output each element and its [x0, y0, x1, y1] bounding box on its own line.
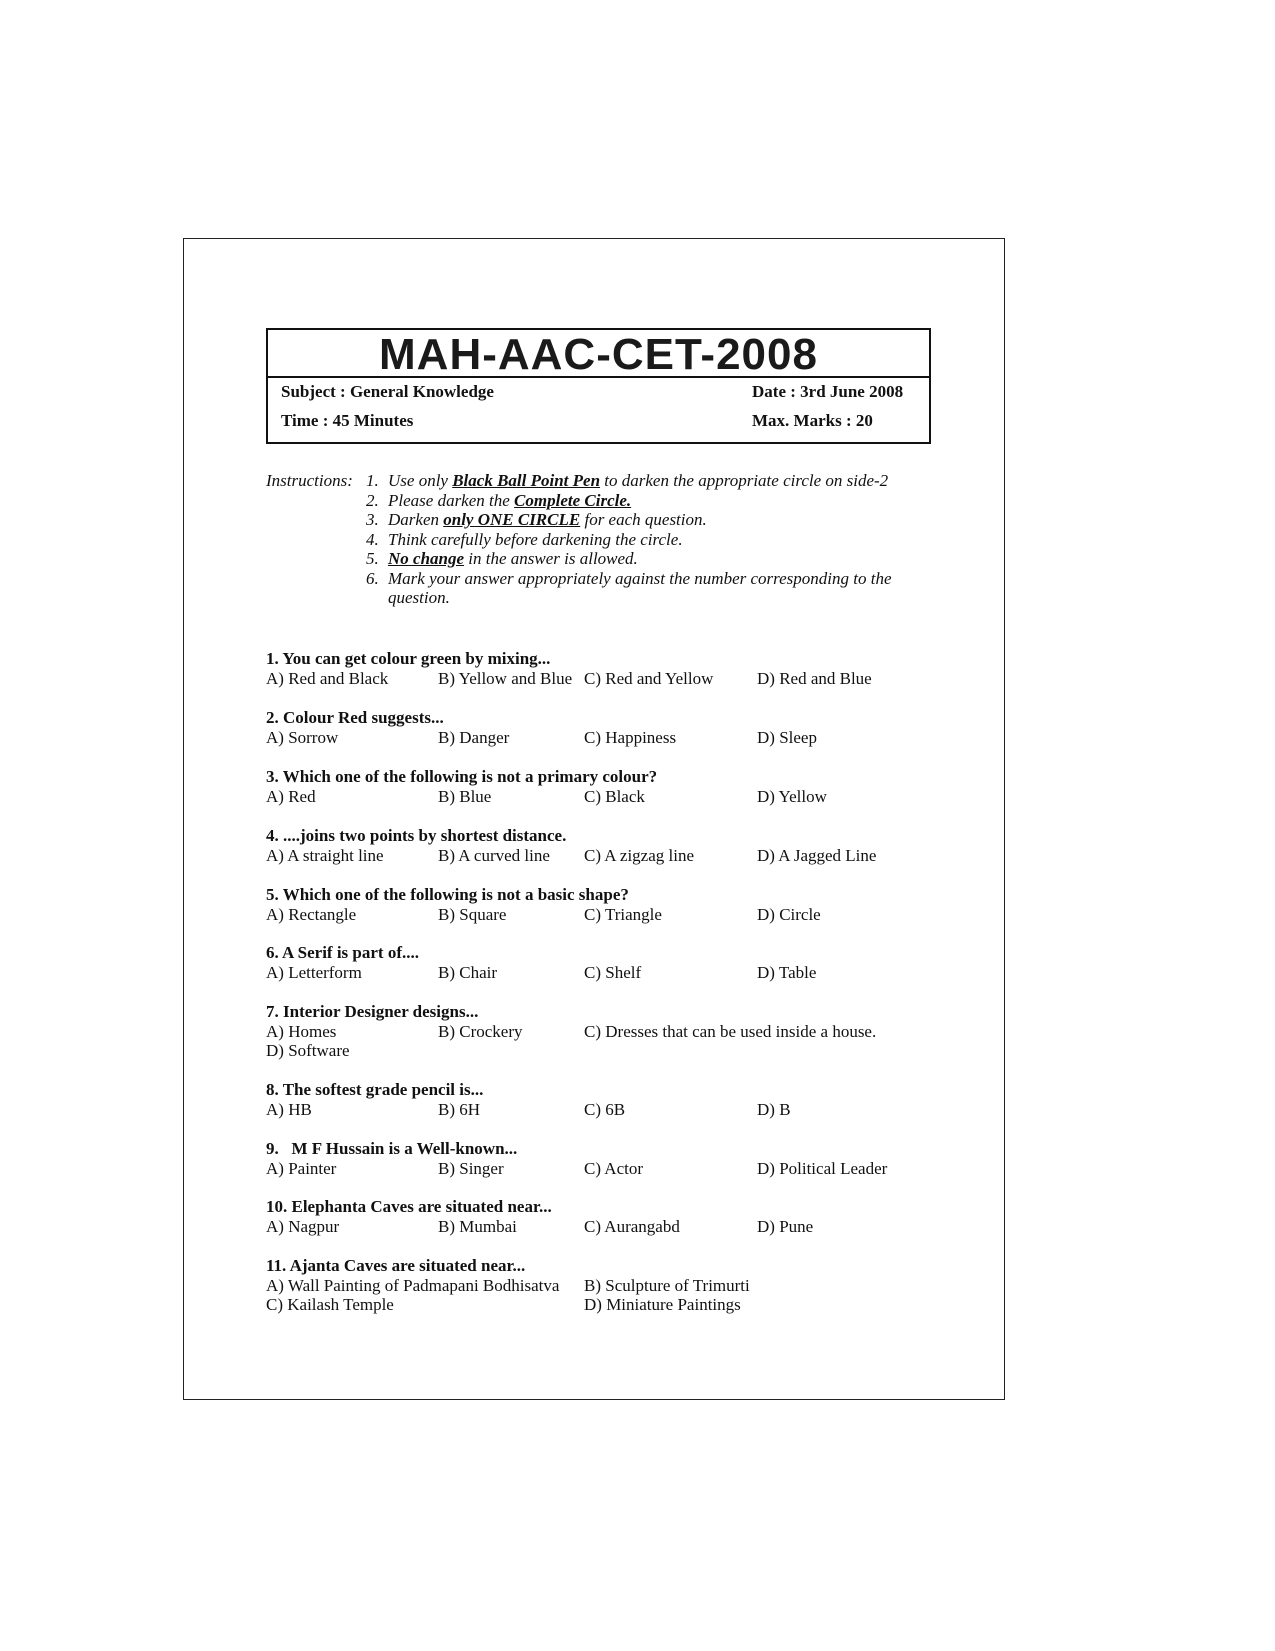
option-a: A) Rectangle — [266, 904, 357, 924]
option-d: D) Table — [757, 962, 817, 982]
options-row — [266, 669, 946, 689]
question-text: 7. Interior Designer designs... — [266, 1002, 479, 1021]
option-d: D) B — [757, 1099, 791, 1119]
instruction-number: 6. — [366, 568, 379, 588]
instruction-text-end: to darken the appropriate circle on side-2 — [600, 471, 889, 490]
option-a: A) Wall Painting of Padmapani Bodhisatva — [266, 1275, 560, 1295]
question-9 — [266, 1139, 946, 1178]
option-b: B) Square — [438, 904, 507, 924]
question-7 — [266, 1002, 946, 1061]
option-b: B) Singer — [438, 1158, 504, 1178]
option-a: A) Red — [266, 786, 316, 806]
options-row — [266, 787, 946, 807]
option-b: B) Mumbai — [438, 1216, 517, 1236]
option-d: D) Miniature Paintings — [584, 1295, 741, 1314]
option-a: A) Red and Black — [266, 668, 389, 688]
option-c: C) Kailash Temple — [266, 1295, 394, 1314]
question-6 — [266, 943, 946, 982]
exam-title: MAH-AAC-CET-2008 — [268, 330, 929, 378]
option-c: C) Triangle — [584, 904, 662, 924]
option-d: D) Yellow — [757, 786, 827, 806]
options-row — [266, 1041, 946, 1061]
instruction-text-end: for each question. — [580, 510, 707, 529]
option-a: A) Painter — [266, 1158, 337, 1178]
option-b: B) 6H — [438, 1099, 481, 1119]
option-c: C) A zigzag line — [584, 845, 695, 865]
options-row — [266, 846, 946, 866]
instructions-list — [366, 471, 936, 608]
instruction-text: Use only — [388, 471, 453, 490]
question-8 — [266, 1080, 946, 1119]
options-row — [266, 728, 946, 748]
question-text: 10. Elephanta Caves are situated near... — [266, 1197, 552, 1216]
option-c: C) 6B — [584, 1099, 626, 1119]
instruction-text-end: in the answer is allowed. — [464, 549, 638, 568]
question-text: 9. M F Hussain is a Well-known... — [266, 1139, 518, 1158]
options-row — [266, 1022, 946, 1042]
option-a: A) Nagpur — [266, 1216, 340, 1236]
instruction-item — [366, 510, 936, 530]
instruction-emphasis: No change — [388, 549, 465, 568]
option-a: A) HB — [266, 1099, 312, 1119]
options-row — [266, 963, 946, 983]
instruction-text: Darken — [388, 510, 444, 529]
instructions-label: Instructions: — [266, 471, 353, 490]
option-c: C) Actor — [584, 1158, 644, 1178]
max-marks-label: Max. Marks : 20 — [752, 411, 873, 430]
instruction-number: 2. — [366, 490, 379, 510]
instruction-item — [366, 549, 936, 569]
question-text: 4. ....joins two points by shortest distance. — [266, 826, 567, 845]
date-label: Date : 3rd June 2008 — [752, 382, 904, 401]
instruction-text: Please darken the — [388, 490, 515, 510]
option-d: D) Circle — [757, 904, 821, 924]
instruction-item — [366, 569, 936, 608]
option-c: C) Red and Yellow — [584, 668, 714, 688]
instruction-number: 1. — [366, 471, 379, 490]
question-3 — [266, 767, 946, 806]
options-row — [266, 1295, 946, 1315]
option-c: C) Aurangabd — [584, 1216, 680, 1236]
question-text: 6. A Serif is part of.... — [266, 943, 419, 962]
option-b: B) Crockery — [438, 1021, 523, 1041]
options-row — [266, 905, 946, 925]
option-c: C) Black — [584, 786, 645, 806]
question-2 — [266, 708, 946, 747]
subject-label: Subject : General Knowledge — [281, 382, 494, 401]
question-text: 1. You can get colour green by mixing... — [266, 649, 551, 668]
option-d: D) Red and Blue — [757, 668, 872, 688]
option-b: B) A curved line — [438, 845, 550, 865]
option-a: A) Letterform — [266, 962, 362, 982]
exam-header — [266, 328, 931, 444]
question-text: 5. Which one of the following is not a basic shape? — [266, 885, 629, 904]
option-c: C) Shelf — [584, 962, 642, 982]
options-row — [266, 1159, 946, 1179]
time-label: Time : 45 Minutes — [281, 411, 414, 430]
option-a: A) Sorrow — [266, 727, 339, 747]
option-a: A) Homes — [266, 1021, 337, 1041]
question-11 — [266, 1256, 946, 1315]
instruction-item — [366, 471, 936, 491]
question-4 — [266, 826, 946, 865]
options-row — [266, 1100, 946, 1120]
question-1 — [266, 649, 946, 688]
option-b: B) Sculpture of Trimurti — [584, 1275, 750, 1295]
option-a: A) A straight line — [266, 845, 384, 865]
instruction-emphasis: only ONE CIRCLE — [443, 510, 581, 529]
instruction-emphasis: Complete Circle. — [514, 490, 632, 510]
question-text: 11. Ajanta Caves are situated near... — [266, 1256, 526, 1275]
option-d: D) Political Leader — [757, 1158, 888, 1178]
option-d: D) Pune — [757, 1216, 814, 1236]
option-d: D) A Jagged Line — [757, 845, 877, 865]
instruction-number: 3. — [366, 510, 379, 529]
option-d: D) Software — [266, 1041, 350, 1060]
question-10 — [266, 1197, 946, 1236]
option-b: B) Yellow and Blue — [438, 668, 573, 688]
question-5 — [266, 885, 946, 924]
instruction-text: Mark your answer appropriately against the number corresponding to the question. — [388, 568, 892, 607]
instruction-text: Think carefully before darkening the circle. — [388, 529, 683, 549]
option-c: C) Dresses that can be used inside a house. — [584, 1021, 877, 1041]
instruction-number: 5. — [366, 549, 379, 568]
instruction-emphasis: Black Ball Point Pen — [452, 471, 601, 490]
options-row — [266, 1217, 946, 1237]
question-text: 2. Colour Red suggests... — [266, 708, 444, 727]
instruction-item — [366, 491, 936, 511]
instruction-item — [366, 530, 936, 550]
option-d: D) Sleep — [757, 727, 817, 747]
instruction-number: 4. — [366, 529, 379, 549]
option-b: B) Chair — [438, 962, 498, 982]
options-row — [266, 1276, 946, 1296]
question-text: 3. Which one of the following is not a primary colour? — [266, 767, 658, 786]
option-c: C) Happiness — [584, 727, 677, 747]
option-b: B) Danger — [438, 727, 510, 747]
question-text: 8. The softest grade pencil is... — [266, 1080, 484, 1099]
option-b: B) Blue — [438, 786, 492, 806]
